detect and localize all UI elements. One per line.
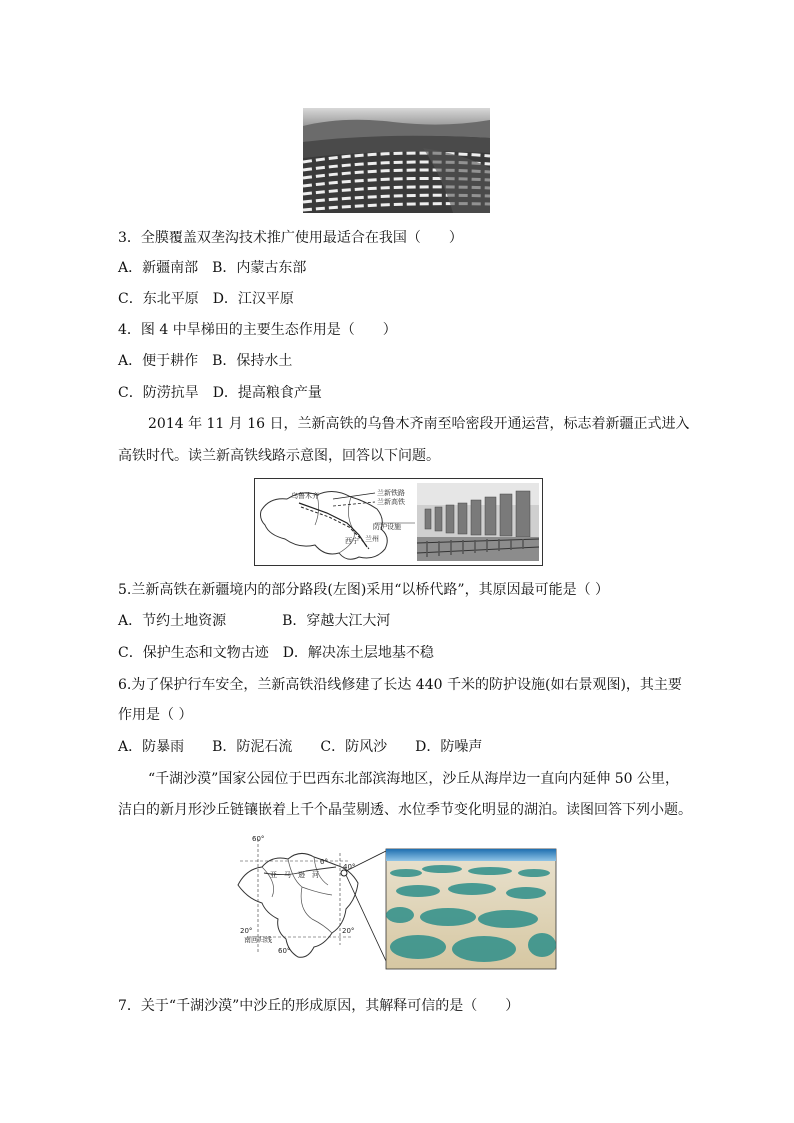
- label-xining: 西宁: [345, 537, 359, 545]
- q4-options-cd: C．防涝抗旱 D．提高粮食产量: [118, 385, 322, 401]
- q4-options-ab: A．便于耕作 B．保持水土: [118, 353, 293, 369]
- q6-options: A．防暴雨 B．防泥石流 C．防风沙 D．防噪声: [118, 739, 483, 755]
- label-lanzhou: 兰州: [365, 535, 379, 543]
- label-0-degree: 0°: [320, 858, 328, 866]
- q5-stem: 5.兰新高铁在新疆境内的部分路段(左图)采用“以桥代路”，其原因最可能是（ ）: [118, 582, 610, 598]
- label-tropic-capricorn: 南回归线: [244, 936, 272, 944]
- label-amazon-river: 亚 马 逊 河: [270, 871, 319, 879]
- q7-stem: 7．关于“千湖沙漠”中沙丘的形成原因，其解释可信的是（ ）: [118, 998, 520, 1014]
- q5-options-ab: A．节约土地资源 B．穿越大江大河: [118, 613, 391, 629]
- label-protection-facility: 防护设施: [373, 523, 401, 531]
- q5-options-cd: C．保护生态和文物古迹 D．解决冻土层地基不稳: [118, 645, 434, 661]
- passage2-line2: 洁白的新月形沙丘链镶嵌着上千个晶莹剔透、水位季节变化明显的湖泊。读图回答下列小题。: [118, 802, 692, 818]
- label-urumqi: 乌鲁木齐: [291, 492, 319, 500]
- label-20-right: 20°: [342, 927, 355, 935]
- label-20-left: 20°: [240, 927, 253, 935]
- q3-options-cd: C．东北平原 D．江汉平原: [118, 291, 294, 307]
- terraced-field-photo: [303, 108, 490, 213]
- passage2-line1: “千湖沙漠”国家公园位于巴西东北部滨海地区，沙丘从海岸边一直向内延伸 50 公里，: [148, 771, 680, 787]
- brazil-map-figure: [228, 833, 560, 973]
- label-60-top: 60°: [252, 835, 265, 843]
- lagoon-desert-photo: [386, 849, 556, 969]
- lanxin-rail-figure: [254, 478, 543, 566]
- q6-stem-line1: 6.为了保护行车安全，兰新高铁沿线修建了长达 440 千米的防护设施(如右景观图)，其主要: [118, 677, 682, 693]
- passage1-line2: 高铁时代。读兰新高铁线路示意图，回答以下问题。: [118, 448, 440, 464]
- legend-lanxin-hsr: 兰新高铁: [377, 498, 405, 506]
- label-60-bottom: 60°: [278, 947, 291, 955]
- legend-lanxin-railway: 兰新铁路: [377, 489, 405, 497]
- passage1-line1: 2014 年 11 月 16 日，兰新高铁的乌鲁木齐南至哈密段开通运营，标志着新疆正式进入: [148, 416, 690, 432]
- q3-options-ab: A．新疆南部 B．内蒙古东部: [118, 260, 307, 276]
- protection-facility-photo: [417, 483, 539, 561]
- q6-stem-line2: 作用是（ ）: [118, 707, 193, 723]
- label-40-degree: 40°: [343, 863, 356, 871]
- q4-stem: 4．图 4 中旱梯田的主要生态作用是（ ）: [118, 322, 397, 338]
- q3-stem: 3．全膜覆盖双垄沟技术推广使用最适合在我国（ ）: [118, 230, 463, 246]
